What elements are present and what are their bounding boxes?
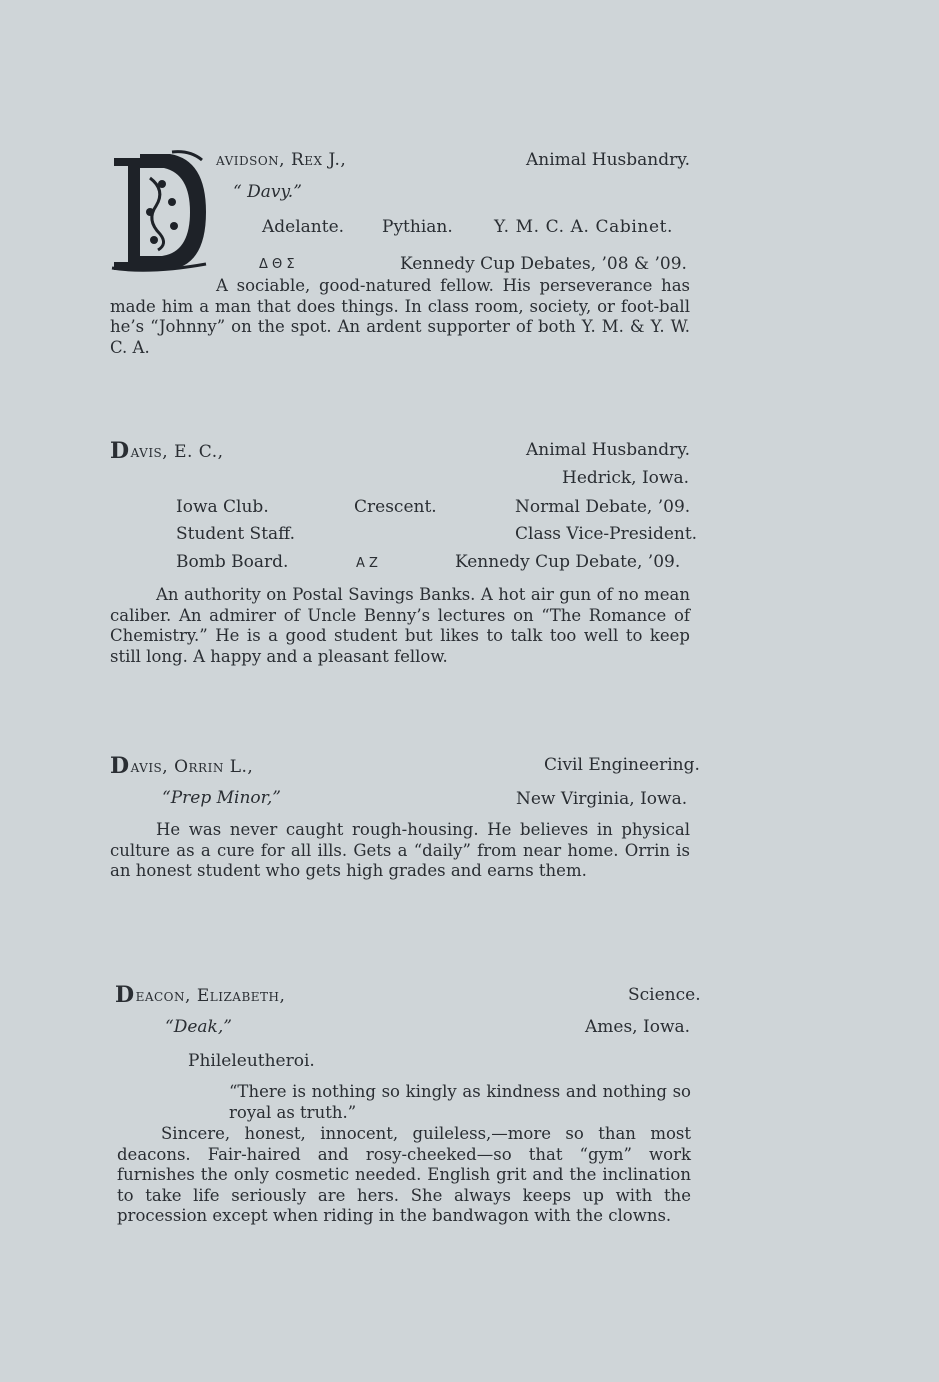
activity: Class Vice-President. — [515, 524, 698, 544]
student-name-text: avidson, Rex J., — [216, 150, 347, 170]
quote: “There is nothing so kingly as kindness and nothing so royal as truth.” — [229, 1082, 691, 1122]
description: Sincere, honest, innocent, guileless,—more so than most deacons. Fair-haired and rosy-cheeked—so that “gym” work furnishes the only cosmetic needed. English grit and the inclination to take life seriously are hers. She always keeps up with the procession except when riding in the bandwagon with the clowns. — [117, 1124, 691, 1225]
student-name — [110, 438, 224, 464]
club-adelante: Adelante. — [262, 217, 345, 237]
student-name — [115, 982, 285, 1008]
department: Science. — [628, 985, 701, 1005]
student-name-text: eacon, Elizabeth, — [135, 986, 286, 1006]
debate-honor: Kennedy Cup Debates, ’08 & ’09. — [400, 254, 687, 274]
student-name-text: avis, Orrin L., — [130, 757, 254, 777]
ornamental-initial-d — [110, 150, 210, 274]
society: Phileleutheroi. — [188, 1051, 315, 1071]
activity: Iowa Club. — [176, 497, 269, 517]
activity: Student Staff. — [176, 524, 296, 544]
student-name-text: avis, E. C., — [130, 442, 224, 462]
society-pythian: Pythian. — [382, 217, 453, 237]
student-name — [216, 150, 346, 170]
blackletter-initial: D — [115, 982, 135, 1008]
nickname: “Deak,” — [165, 1017, 232, 1037]
activity: Crescent. — [354, 497, 437, 517]
nickname: “ Davy.” — [233, 182, 302, 202]
department: Animal Husbandry. — [526, 440, 690, 460]
nickname: “Prep Minor,” — [162, 788, 281, 808]
department: Civil Engineering. — [544, 755, 700, 775]
activity: Normal Debate, ’09. — [515, 497, 691, 517]
hometown: Hedrick, Iowa. — [562, 468, 690, 488]
blackletter-initial: D — [110, 438, 130, 464]
ymca-cabinet: Y. M. C. A. Cabinet. — [494, 217, 674, 237]
hometown: Ames, Iowa. — [585, 1017, 691, 1037]
description: A sociable, good-natured fellow. His perseverance has made him a man that does things. In class room, society, or foot-ball he’s “Johnny” on the spot. An ardent supporter of both Y. M. & Y. W. C. A. — [110, 276, 690, 357]
student-name — [110, 753, 253, 779]
description: He was never caught rough-housing. He believes in physical culture as a cure for all ills. Gets a “daily” from near home. Orrin is an honest student who gets high grades and earns them. — [110, 820, 690, 880]
blackletter-initial: D — [110, 753, 130, 779]
activity: Bomb Board. — [176, 552, 289, 572]
fraternity-letters: Α Z — [356, 556, 378, 571]
activity: Kennedy Cup Debate, ’09. — [455, 552, 681, 572]
hometown: New Virginia, Iowa. — [516, 789, 688, 809]
description: An authority on Postal Savings Banks. A hot air gun of no mean caliber. An admirer of Uncle Benny’s lectures on “The Romance of Chemistry.” He is a good student but likes to talk too well to keep still long. A happy and a pleasant fellow. — [110, 585, 690, 666]
fraternity-letters: Δ Θ Σ — [259, 257, 295, 272]
department: Animal Husbandry. — [526, 150, 690, 170]
